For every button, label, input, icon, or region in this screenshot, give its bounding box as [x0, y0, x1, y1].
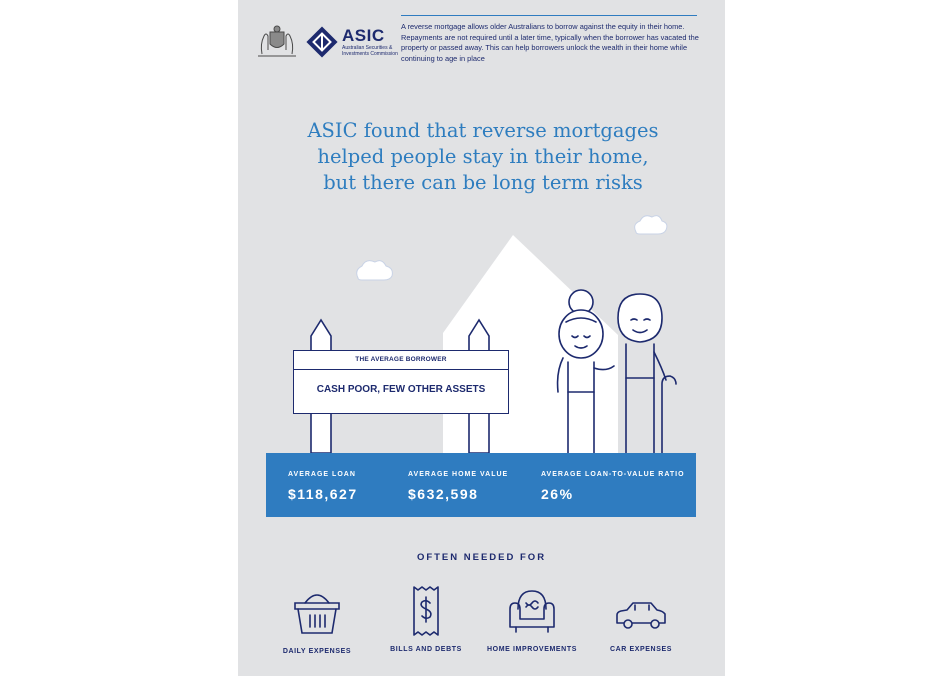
sign-text: CASH POOR, FEW OTHER ASSETS [316, 384, 486, 395]
car-icon [613, 585, 669, 637]
stat-label: AVERAGE LOAN [288, 471, 356, 478]
stat-value: 26% [541, 486, 574, 502]
infographic-poster [238, 0, 725, 676]
armchair-icon [504, 585, 560, 637]
basket-icon [289, 585, 345, 637]
stat-average-loan [288, 471, 358, 502]
stat-value: $632,598 [408, 486, 479, 502]
need-home-improvements [472, 585, 592, 653]
need-bills-and-debts [366, 585, 486, 653]
stat-label: AVERAGE HOME VALUE [408, 471, 509, 478]
need-daily-expenses [257, 585, 377, 655]
stats-band [266, 453, 696, 517]
often-needed-title: OFTEN NEEDED FOR [416, 552, 547, 563]
stat-average-home-value [408, 471, 508, 502]
sign-title: THE AVERAGE BORROWER [294, 351, 508, 370]
cloud-icon [635, 216, 667, 234]
stat-value: $118,627 [288, 486, 358, 502]
headline: ASIC found that reverse mortgages helped people stay in their home, but there can be long term risks [307, 119, 659, 194]
bill-icon [398, 585, 454, 637]
stat-loan-to-value-ratio [541, 471, 685, 502]
borrower-sign [293, 350, 509, 414]
asic-logo-text: ASIC [342, 26, 385, 45]
intro-text: A reverse mortgage allows older Australians to borrow against the equity in their home. Repayments are not required until a later time, typically when the borrower has vacated the property or passed away. This can help borrowers unlock the wealth in their home while continuing to age in place [401, 22, 699, 63]
cloud-icon [357, 261, 393, 280]
house-scene-illustration [238, 0, 725, 676]
need-label: DAILY EXPENSES [282, 648, 352, 655]
elderly-man-figure [618, 294, 676, 453]
need-label: CAR EXPENSES [609, 646, 673, 653]
stat-label: AVERAGE LOAN-TO-VALUE RATIO [541, 471, 685, 478]
need-car-expenses [581, 585, 701, 653]
asic-logo-subtitle: Australian Securities & Investments Commission [342, 45, 398, 57]
need-label: HOME IMPROVEMENTS [487, 646, 577, 653]
need-label: BILLS AND DEBTS [390, 646, 462, 653]
